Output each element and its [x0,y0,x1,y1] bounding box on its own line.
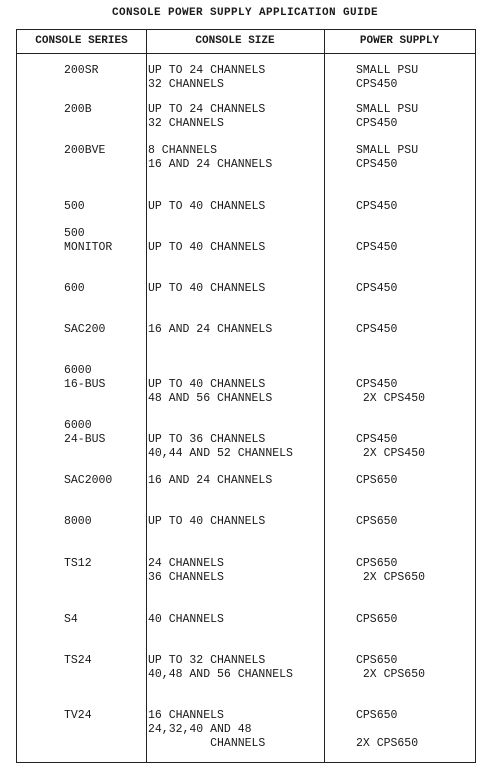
cell-line: 36 CHANNELS [148,571,224,584]
cell-line: MONITOR [64,241,113,254]
cell-line: SAC200 [64,323,106,336]
header-console-series: CONSOLE SERIES [35,35,128,47]
cell-line: 32 CHANNELS [148,78,224,91]
power-supply-cell [356,144,418,172]
console-size-cell [148,103,265,131]
console-size-cell [148,282,265,296]
cell-line: CHANNELS [148,737,266,750]
power-supply-cell [356,654,425,682]
cell-line: TS12 [64,557,92,570]
header-divider [17,53,475,54]
cell-line: S4 [64,613,78,626]
console-size-cell [148,64,265,92]
power-supply-cell [356,103,418,131]
cell-line: 40,44 AND 52 CHANNELS [148,447,293,460]
cell-line: CPS650 [356,654,398,667]
console-series-cell [64,103,92,117]
cell-line: CPS650 [356,474,398,487]
cell-line: CPS450 [356,200,398,213]
cell-line: 48 AND 56 CHANNELS [148,392,273,405]
cell-line [148,364,272,378]
cell-line: CPS450 [356,117,398,130]
cell-line: TS24 [64,654,92,667]
console-series-cell [64,419,105,447]
cell-line: CPS650 [356,557,398,570]
power-supply-cell [356,200,397,214]
page-title: CONSOLE POWER SUPPLY APPLICATION GUIDE [111,7,379,19]
console-series-cell [64,474,112,488]
cell-line: 24,32,40 AND 48 [148,723,252,736]
console-size-cell [148,613,224,627]
header-console-size: CONSOLE SIZE [195,35,275,47]
console-series-cell [64,654,92,668]
cell-line: CPS450 [356,158,398,171]
cell-line [148,227,265,241]
cell-line: UP TO 40 CHANNELS [148,200,266,213]
cell-line: 200BVE [64,144,106,157]
cell-line [356,364,425,378]
console-series-cell [64,613,78,627]
cell-line [356,723,418,737]
cell-line: 24 CHANNELS [148,557,224,570]
console-size-cell [148,144,272,172]
cell-line [356,227,397,241]
cell-line: 16 CHANNELS [148,709,224,722]
cell-line: 600 [64,282,85,295]
cell-line: 6000 [64,364,92,377]
cell-line: SMALL PSU [356,144,419,157]
cell-line: UP TO 36 CHANNELS [148,433,266,446]
console-size-cell [148,474,272,488]
cell-line: 2X CPS650 [356,737,419,750]
cell-line: 500 [64,200,85,213]
power-supply-cell [356,709,418,751]
console-size-cell [148,227,265,255]
cell-line: 40 CHANNELS [148,613,224,626]
cell-line: 40,48 AND 56 CHANNELS [148,668,293,681]
power-supply-cell [356,557,425,585]
console-series-cell [64,515,92,529]
cell-line [148,419,293,433]
power-supply-cell [356,364,425,406]
cell-line: CPS650 [356,613,398,626]
cell-line: SMALL PSU [356,103,419,116]
cell-line: SAC2000 [64,474,113,487]
console-series-cell [64,144,105,158]
cell-line: 2X CPS450 [356,447,426,460]
cell-line: CPS650 [356,515,398,528]
cell-line: 6000 [64,419,92,432]
cell-line: 24-BUS [64,433,106,446]
console-series-cell [64,64,99,78]
cell-line: CPS450 [356,323,398,336]
console-size-cell [148,515,265,529]
cell-line: UP TO 40 CHANNELS [148,378,266,391]
cell-line: CPS450 [356,78,398,91]
application-guide-table [16,29,476,763]
cell-line: SMALL PSU [356,64,419,77]
console-size-cell [148,323,272,337]
cell-line: CPS450 [356,433,398,446]
cell-line: 500 [64,227,85,240]
column-divider [324,30,325,762]
cell-line: 200SR [64,64,99,77]
cell-line: CPS650 [356,709,398,722]
console-series-cell [64,709,92,723]
cell-line: UP TO 40 CHANNELS [148,515,266,528]
console-series-cell [64,200,85,214]
cell-line: 2X CPS450 [356,392,426,405]
cell-line [356,419,425,433]
console-size-cell [148,557,224,585]
cell-line: UP TO 40 CHANNELS [148,282,266,295]
column-divider [146,30,147,762]
power-supply-cell [356,227,397,255]
cell-line: UP TO 24 CHANNELS [148,103,266,116]
console-size-cell [148,709,265,751]
console-size-cell [148,200,265,214]
power-supply-cell [356,613,397,627]
console-series-cell [64,557,92,571]
cell-line: 16 AND 24 CHANNELS [148,474,273,487]
cell-line: 16 AND 24 CHANNELS [148,323,273,336]
console-series-cell [64,364,105,392]
cell-line: TV24 [64,709,92,722]
power-supply-cell [356,474,397,488]
cell-line: 8 CHANNELS [148,144,218,157]
power-supply-cell [356,419,425,461]
cell-line: CPS450 [356,378,398,391]
console-series-cell [64,282,85,296]
console-size-cell [148,419,293,461]
cell-line: UP TO 24 CHANNELS [148,64,266,77]
cell-line: CPS450 [356,241,398,254]
cell-line: 2X CPS650 [356,571,426,584]
power-supply-cell [356,64,418,92]
cell-line: UP TO 32 CHANNELS [148,654,266,667]
cell-line: UP TO 40 CHANNELS [148,241,266,254]
console-series-cell [64,227,112,255]
header-power-supply: POWER SUPPLY [359,35,440,47]
power-supply-cell [356,282,397,296]
cell-line: 16 AND 24 CHANNELS [148,158,273,171]
cell-line: 2X CPS650 [356,668,426,681]
cell-line: 16-BUS [64,378,106,391]
console-size-cell [148,364,272,406]
console-size-cell [148,654,293,682]
cell-line: 200B [64,103,92,116]
power-supply-cell [356,515,397,529]
console-series-cell [64,323,105,337]
cell-line: 32 CHANNELS [148,117,224,130]
power-supply-cell [356,323,397,337]
cell-line: 8000 [64,515,92,528]
cell-line: CPS450 [356,282,398,295]
